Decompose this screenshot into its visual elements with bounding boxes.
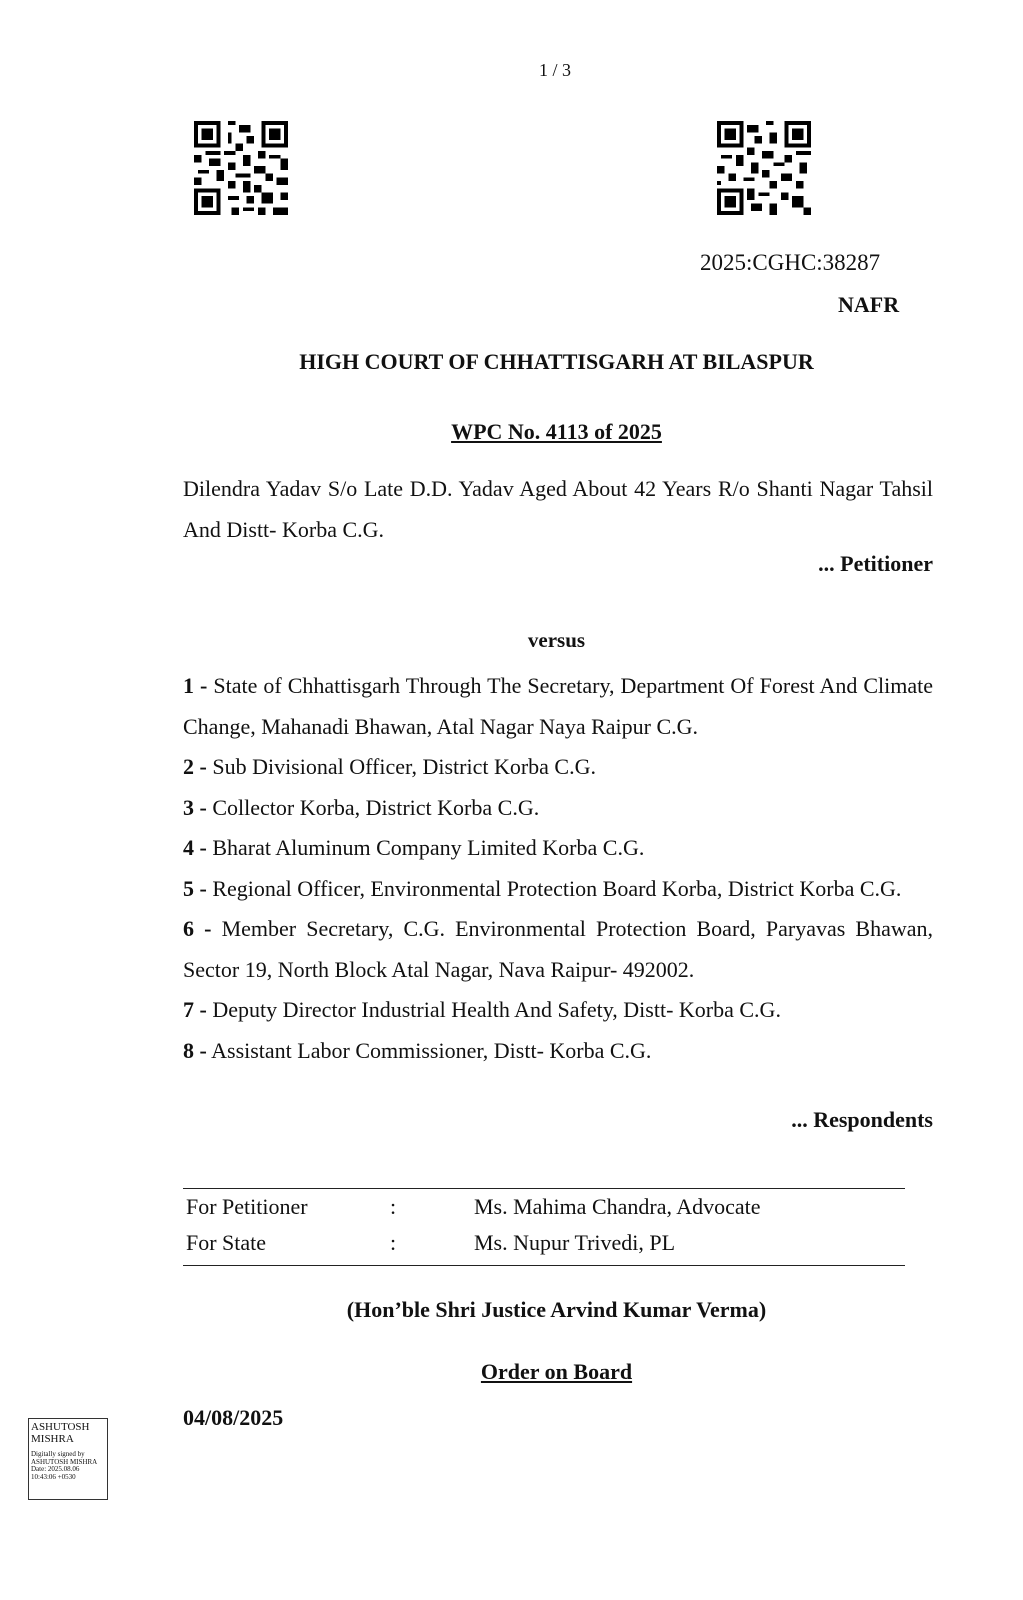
counsel-row-petitioner [186,1194,906,1226]
respondent-text: Assistant Labor Commissioner, Distt- Korba C.G. [211,1037,652,1063]
respondent-text: Deputy Director Industrial Health And Safety, Distt- Korba C.G. [212,997,781,1022]
respondent-item [183,1031,933,1072]
signature-meta-line: ASHUTOSH MISHRA [31,1457,98,1466]
respondent-text: Regional Officer, Environmental Protection Board Korba, District Korba C.G. [212,875,902,901]
respondent-item [183,666,933,747]
respondent-item [183,828,933,869]
classification-label: NAFR [838,292,900,317]
respondent-item [183,747,933,788]
respondent-text: Bharat Aluminum Company Limited Korba C.G. [212,835,645,860]
respondent-text: Member Secretary, C.G. Environmental Protection Board, Paryavas Bhawan, Sector 19, North Block Atal Nagar, Nava Raipur- 492002. [183,916,934,982]
respondent-number: 8 - [183,1037,207,1063]
respondent-number: 5 - [183,875,207,901]
respondent-number: 7 - [183,997,207,1022]
petitioner-role: ... Petitioner [818,551,933,576]
respondent-text: Collector Korba, District Korba C.G. [212,794,540,820]
court-title: HIGH COURT OF CHHATTISGARH AT BILASPUR [299,349,814,374]
respondent-item [183,788,933,829]
judge-name: (Hon’ble Shri Justice Arvind Kumar Verma) [346,1297,767,1322]
qr-code-icon [717,121,811,215]
counsel-label: For Petitioner [186,1194,308,1219]
respondents-list [183,666,933,1071]
counsel-separator: : [390,1194,397,1219]
respondent-item [183,990,933,1031]
counsel-row-state [186,1230,906,1262]
counsel-divider-top [183,1188,905,1189]
counsel-divider-bottom [183,1265,905,1266]
counsel-name: Ms. Nupur Trivedi, PL [474,1230,676,1255]
signature-meta-line: Date: 2025.08.06 [31,1465,80,1473]
signature-name-line: MISHRA [31,1433,74,1445]
respondent-item [183,909,933,990]
counsel-name: Ms. Mahima Chandra, Advocate [474,1194,761,1219]
neutral-citation: 2025:CGHC:38287 [700,250,881,275]
versus-label: versus [527,628,586,652]
respondent-number: 4 - [183,835,207,860]
order-title: Order on Board [480,1359,633,1384]
counsel-label: For State [186,1230,267,1255]
signature-meta-line: 10:43:06 +0530 [31,1472,76,1481]
order-date: 04/08/2025 [183,1405,284,1430]
petitioner-details: Dilendra Yadav S/o Late D.D. Yadav Aged About 42 Years R/o Shanti Nagar Tahsil And Distt- Korba C.G. [183,476,933,542]
respondent-item [183,869,933,910]
signature-name-line: ASHUTOSH [31,1421,90,1433]
respondent-text: State of Chhattisgarh Through The Secretary, Department Of Forest And Climate Change, Mahanadi Bhawan, Atal Nagar Naya Raipur C.G. [183,673,934,739]
qr-code-icon [194,121,288,215]
respondent-number: 6 - [183,916,212,941]
respondent-number: 2 - [183,754,207,779]
page-number: 1 / 3 [538,60,571,80]
case-number: WPC No. 4113 of 2025 [451,419,662,444]
signature-meta-line: Digitally signed by [31,1450,85,1458]
respondent-number: 1 - [183,673,208,698]
respondent-number: 3 - [183,794,207,820]
counsel-separator: : [390,1230,397,1255]
respondents-role: ... Respondents [791,1107,933,1132]
respondent-text: Sub Divisional Officer, District Korba C.G. [212,754,596,779]
digital-signature-stamp [28,1418,108,1500]
